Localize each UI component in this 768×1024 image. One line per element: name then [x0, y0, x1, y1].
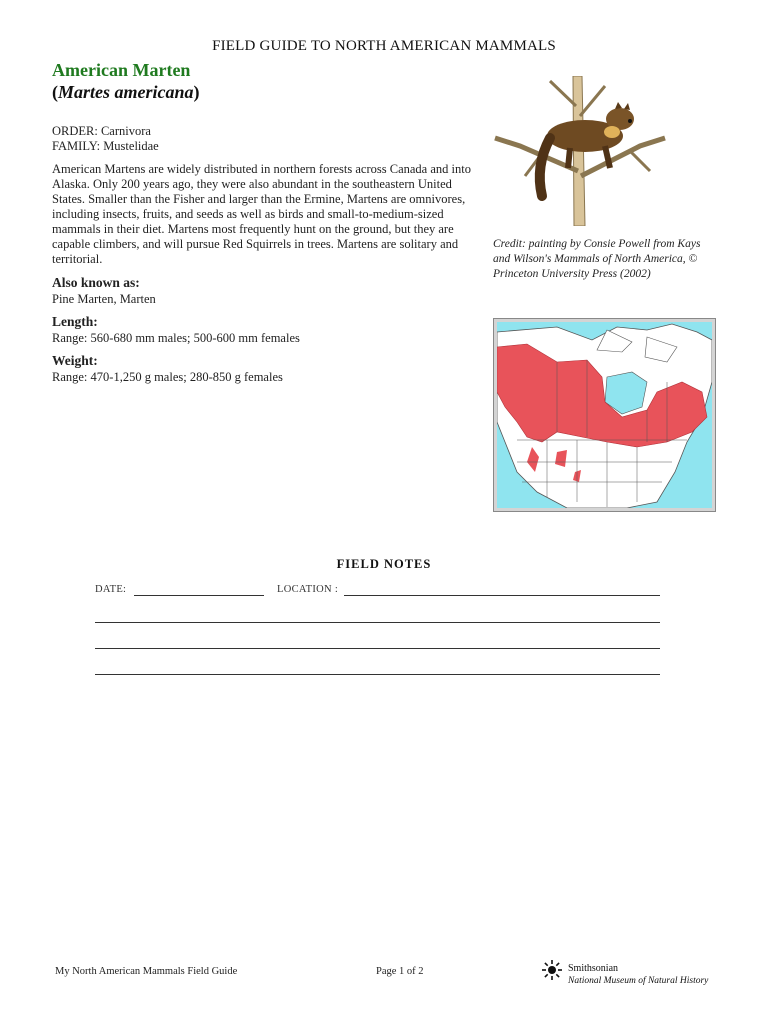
page-number: Page 1 of 2 [376, 966, 424, 977]
also-known-as-value: Pine Marten, Marten [52, 292, 156, 306]
smithsonian-sunburst-icon [541, 959, 563, 981]
range-map [493, 318, 716, 512]
field-notes-title: FIELD NOTES [336, 557, 432, 571]
species-scientific-name: (Martes americana) [52, 82, 200, 102]
notes-line [95, 674, 660, 675]
range-map-svg [497, 322, 712, 508]
weight-value: Range: 470-1,250 g males; 280-850 g females [52, 370, 283, 384]
species-common-name: American Marten [52, 60, 191, 80]
museum-name: National Museum of Natural History [568, 976, 709, 986]
also-known-as-heading: Also known as: [52, 275, 140, 290]
date-label: DATE: [95, 584, 127, 595]
date-line [134, 595, 264, 596]
location-line [344, 595, 660, 596]
weight-heading: Weight: [52, 353, 98, 368]
notes-line [95, 622, 660, 623]
length-value: Range: 560-680 mm males; 500-600 mm females [52, 331, 300, 345]
scientific-name-text: Martes americana [58, 82, 194, 102]
length-heading: Length: [52, 314, 98, 329]
order-text: ORDER: Carnivora [52, 124, 151, 138]
marten-illustration [490, 76, 670, 226]
page-title: FIELD GUIDE TO NORTH AMERICAN MAMMALS [212, 38, 556, 54]
notes-line [95, 648, 660, 649]
smithsonian-name: Smithsonian [568, 963, 619, 974]
location-label: LOCATION : [277, 584, 339, 595]
footer-guide-title: My North American Mammals Field Guide [55, 966, 238, 977]
family-text: FAMILY: Mustelidae [52, 139, 159, 153]
species-description: American Martens are widely distributed in northern forests across Canada and into Alaska. Only 200 years ago, they were also abundant in the southeastern United States. Smaller than the Fisher and larger than the Ermine, Martens are omnivores, including insects, fruits, and seeds as well as birds and small-to-medium-sized mammals in their diet. Martens most frequently hunt on the ground, but they are capable climbers, and will pursue Red Squirrels in trees. Martens are solitary and territorial. [52, 162, 471, 266]
illustration-credit: Credit: painting by Consie Powell from Kays and Wilson's Mammals of North America, © Princeton University Press (2002) [493, 238, 701, 280]
